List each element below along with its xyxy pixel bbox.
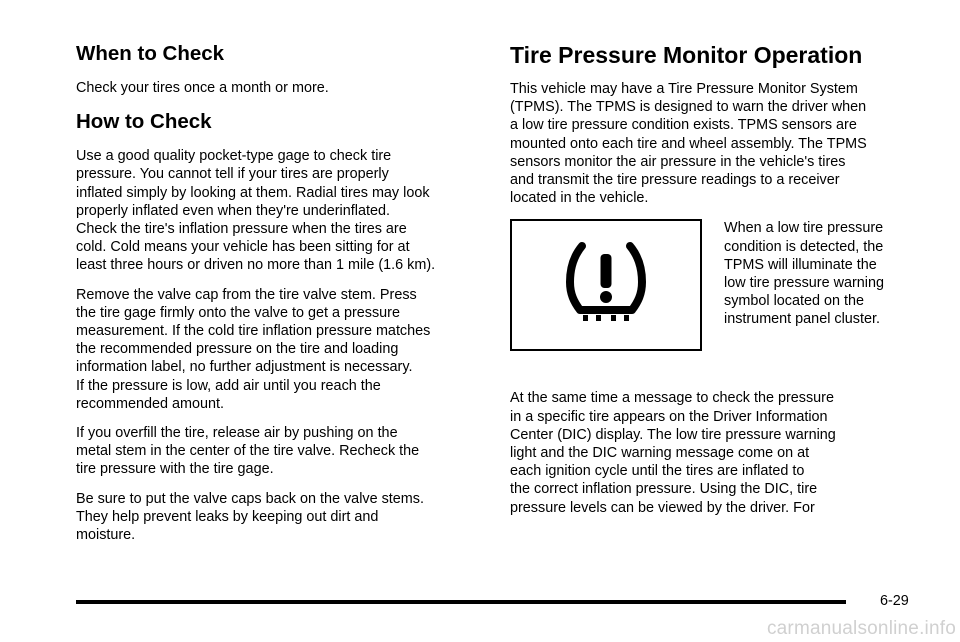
how-to-check-paragraph-2 [76, 286, 480, 413]
text-line: If you overfill the tire, release air by pushing on the [76, 425, 398, 442]
text-line: sensors monitor the air pressure in the vehicle's tires [510, 153, 846, 170]
text-line: If the pressure is low, add air until you reach the [76, 377, 381, 394]
text-line: in a specific tire appears on the Driver Information [510, 408, 828, 425]
low-tire-pressure-warning-icon [566, 240, 646, 324]
text-line: (TPMS). The TPMS is designed to warn the driver when [510, 99, 867, 116]
when-to-check-text: Check your tires once a month or more. [76, 80, 329, 96]
when-to-check-heading: When to Check [76, 42, 225, 65]
text-line: Remove the valve cap from the tire valve stem. Press [76, 286, 417, 303]
text-line: located in the vehicle. [510, 190, 649, 207]
text-line: Be sure to put the valve caps back on the valve stems. [76, 490, 424, 507]
how-to-check-paragraph-1 [76, 147, 480, 274]
text-line: pressure. You cannot tell if your tires are properly [76, 166, 389, 183]
watermark: carmanualsonline.info [766, 618, 956, 639]
text-line: moisture. [76, 527, 136, 544]
text-line: low tire pressure warning [724, 275, 884, 292]
text-line: measurement. If the cold tire inflation pressure matches [76, 323, 431, 340]
text-line: At the same time a message to check the pressure [510, 390, 834, 407]
text-line: recommended amount. [76, 395, 224, 412]
text-line: This vehicle may have a Tire Pressure Monitor System [510, 81, 858, 97]
page-number: 6-29 [880, 593, 909, 609]
text-line: least three hours or driven no more than 1 mile (1.6 km). [76, 257, 436, 274]
text-line: the correct inflation pressure. Using the DIC, tire [510, 481, 818, 498]
text-line: condition is detected, the [724, 238, 884, 255]
how-to-check-heading: How to Check [76, 110, 212, 134]
text-line: Check the tire's inflation pressure when the tires are [76, 221, 407, 238]
text-line: Center (DIC) display. The low tire pressure warning [510, 426, 836, 443]
text-line: cold. Cold means your vehicle has been sitting for at [76, 239, 410, 256]
text-line: inflated simply by looking at them. Radial tires may look [76, 184, 430, 201]
text-line: properly inflated even when they're underinflated. [76, 202, 390, 219]
text-line: instrument panel cluster. [724, 311, 880, 328]
text-line: Use a good quality pocket-type gage to check tire [76, 148, 392, 165]
text-line: light and the DIC warning message come on at [510, 445, 810, 462]
tpms-paragraph-2 [510, 389, 922, 516]
text-line: When a low tire pressure [724, 220, 884, 237]
tpms-heading: Tire Pressure Monitor Operation [510, 42, 863, 68]
text-line: TPMS will illuminate the [724, 256, 877, 273]
text-line: and transmit the tire pressure readings to a receiver [510, 172, 840, 189]
how-to-check-paragraph-4 [76, 490, 480, 545]
text-line: pressure levels can be viewed by the driver. For [510, 499, 815, 516]
text-line: a low tire pressure condition exists. TPMS sensors are [510, 117, 857, 134]
text-line: each ignition cycle until the tires are inflated to [510, 463, 805, 480]
how-to-check-paragraph-3 [76, 424, 480, 479]
tpms-symbol-frame [510, 219, 702, 351]
text-line: metal stem in the center of the tire valve. Recheck the [76, 443, 420, 460]
tpms-symbol-caption [724, 219, 922, 328]
text-line: information label, no further adjustment is necessary. [76, 359, 413, 376]
left-column [76, 40, 480, 555]
text-line: mounted onto each tire and wheel assembly. The TPMS [510, 135, 867, 152]
text-line: the recommended pressure on the tire and loading [76, 341, 399, 358]
text-line: They help prevent leaks by keeping out dirt and [76, 508, 379, 525]
text-line: symbol located on the [724, 293, 864, 310]
footer-rule [76, 600, 846, 604]
tpms-figure-row [510, 219, 922, 369]
text-line: the tire gage firmly onto the valve to get a pressure [76, 304, 400, 321]
right-column [510, 40, 922, 528]
tpms-paragraph-1 [510, 80, 922, 207]
text-line: tire pressure with the tire gage. [76, 461, 274, 478]
